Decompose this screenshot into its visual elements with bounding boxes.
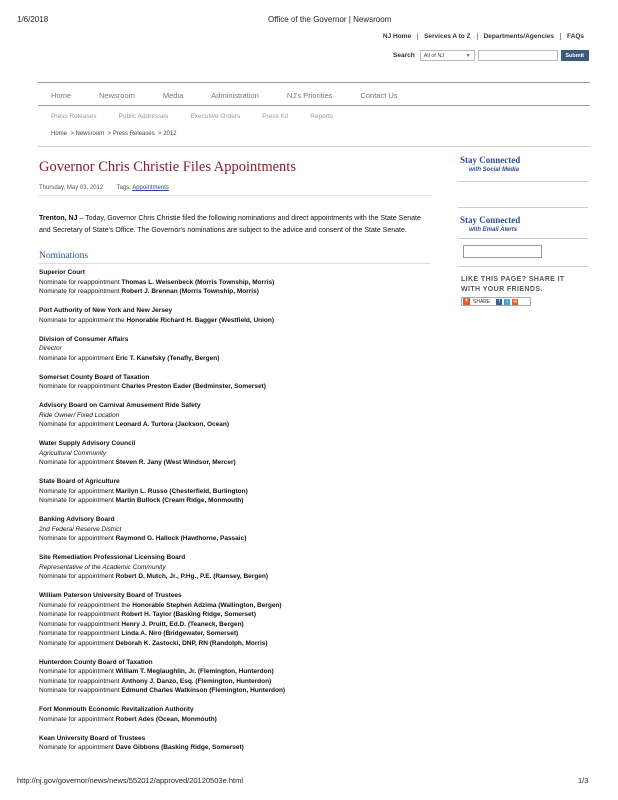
nominee-line bbox=[39, 278, 429, 288]
board-title: Advisory Board on Carnival Amusement Ride Safety bbox=[39, 402, 201, 409]
nav-media[interactable]: Media bbox=[162, 91, 184, 100]
nominee-name: Martin Bullock (Cream Ridge, Monmouth) bbox=[115, 497, 244, 504]
nominee-name: Edmund Charles Watkinson (Flemington, Hunterdon) bbox=[121, 687, 286, 694]
top-link[interactable]: Services A to Z bbox=[417, 33, 476, 40]
nominee-line bbox=[39, 287, 429, 297]
plus-icon: + bbox=[464, 298, 469, 304]
board-title: Banking Advisory Board bbox=[39, 516, 115, 523]
divider bbox=[458, 207, 588, 208]
nominee-action: Nominate for appointment bbox=[39, 573, 116, 580]
search-submit-button[interactable]: Submit bbox=[561, 50, 589, 61]
nominee-action: Nominate for reappointment bbox=[39, 278, 122, 286]
board-subtitle: Director bbox=[39, 345, 62, 352]
nominee-name: Marilyn L. Russo (Chesterfield, Burlington) bbox=[115, 487, 248, 495]
nominee-action: Nominate for reappointment bbox=[39, 288, 122, 295]
nominee-action: Nominate for appointment bbox=[39, 744, 116, 751]
nominee-name: Anthony J. Danzo, Esq. (Flemington, Hunterdon) bbox=[121, 677, 272, 685]
tags-label: Tags: bbox=[116, 185, 131, 191]
subnav-press-releases[interactable]: Press Releases bbox=[51, 113, 97, 120]
nominee-action: Nominate for reappointment bbox=[39, 611, 122, 618]
nominee-name: Robert J. Brennan (Morris Township, Morris) bbox=[121, 288, 259, 295]
board-title: Hunterdon County Board of Taxation bbox=[39, 658, 153, 666]
nominee-line bbox=[39, 667, 429, 677]
nominee-name: Charles Preston Eader (Bedminster, Somerset) bbox=[121, 383, 266, 390]
search-input[interactable] bbox=[478, 50, 558, 61]
nav-contact[interactable]: Contact Us bbox=[360, 91, 398, 100]
nomination-group bbox=[39, 658, 429, 696]
nominee-name: Henry J. Pruitt, Ed.D. (Teaneck, Bergen) bbox=[121, 620, 244, 628]
nomination-group bbox=[39, 705, 429, 724]
nominee-name: Leonard A. Turtora (Jackson, Ocean) bbox=[115, 421, 230, 428]
chevron-down-icon: ▼ bbox=[465, 52, 471, 59]
divider bbox=[38, 82, 590, 83]
divider bbox=[39, 195, 432, 196]
nominee-action: Nominate for appointment bbox=[39, 354, 116, 362]
board-title: Fort Monmouth Economic Revitalization Authority bbox=[39, 706, 194, 713]
nominee-name: Robert Ades (Ocean, Monmouth) bbox=[115, 715, 217, 723]
share-label: SHARE bbox=[473, 298, 491, 305]
nominee-name: Linda A. Niro (Bridgewater, Somerset) bbox=[121, 630, 239, 637]
nomination-group bbox=[39, 306, 429, 325]
nominee-name: Thomas L. Weisenbeck (Morris Township, Morris) bbox=[121, 278, 275, 286]
board-title: Superior Court bbox=[39, 269, 85, 276]
nominee-action: Nominate for appointment bbox=[39, 535, 116, 542]
nominee-action: Nominate for reappointment bbox=[39, 687, 122, 694]
divider bbox=[458, 238, 588, 239]
page-title: Governor Chris Christie Files Appointments bbox=[39, 159, 296, 175]
search-bar bbox=[393, 50, 589, 61]
nomination-group bbox=[39, 439, 429, 468]
tag-link[interactable]: Appointments bbox=[132, 185, 169, 191]
nominee-action: Nominate for reappointment bbox=[39, 620, 122, 628]
nominee-name: Raymond G. Hallock (Hawthorne, Passaic) bbox=[115, 535, 247, 542]
nominee-action: Nominate for reappointment bbox=[39, 383, 122, 390]
facebook-icon: f bbox=[496, 299, 502, 305]
subnav-press-kit[interactable]: Press Kit bbox=[262, 113, 289, 120]
divider bbox=[38, 146, 590, 147]
board-title: Somerset County Board of Taxation bbox=[39, 373, 150, 381]
nominee-action: Nominate for appointment bbox=[39, 421, 116, 428]
nominee-action: Nominate for reappointment the bbox=[39, 601, 133, 609]
social-subtitle: with Social Media bbox=[469, 167, 520, 173]
subnav-public-addresses[interactable]: Public Addresses bbox=[118, 113, 169, 120]
board-title: Water Supply Advisory Council bbox=[39, 440, 136, 447]
top-link[interactable]: NJ Home bbox=[382, 33, 412, 40]
nominee-line bbox=[39, 677, 429, 687]
nominations-list bbox=[39, 268, 429, 762]
nominee-line bbox=[39, 316, 429, 326]
nominee-line bbox=[39, 487, 429, 497]
nomination-group bbox=[39, 335, 429, 364]
board-subtitle: Representative of the Academic Community bbox=[39, 563, 166, 571]
nominee-action: Nominate for appointment bbox=[39, 715, 116, 723]
intro-dateline: Trenton, NJ bbox=[39, 215, 78, 222]
nominee-name: Dave Gibbons (Basking Ridge, Somerset) bbox=[115, 744, 244, 751]
nominee-action: Nominate for reappointment bbox=[39, 677, 122, 685]
social-title: Stay Connected bbox=[460, 155, 521, 165]
nomination-group bbox=[39, 734, 429, 753]
nominee-action: Nominate for appointment bbox=[39, 668, 116, 675]
nominee-line bbox=[39, 382, 429, 392]
nominee-action: Nominate for appointment bbox=[39, 639, 116, 647]
article-date: Thursday, May 03, 2012 bbox=[39, 185, 104, 191]
nomination-group bbox=[39, 268, 429, 297]
share-prompt: LIKE THIS PAGE? SHARE IT WITH YOUR FRIENDS. bbox=[461, 276, 565, 293]
board-subtitle: 2nd Federal Reserve District bbox=[39, 525, 122, 533]
nominee-line bbox=[39, 601, 429, 611]
nominee-name: Honorable Richard H. Bagger (Westfield, Union) bbox=[126, 316, 275, 324]
nominee-action: Nominate for appointment bbox=[39, 459, 116, 466]
main-nav bbox=[51, 91, 426, 100]
sub-nav bbox=[51, 113, 355, 120]
nav-newsroom[interactable]: Newsroom bbox=[99, 91, 135, 100]
board-title: Port Authority of New York and New Jersey bbox=[39, 307, 173, 314]
board-title: Division of Consumer Affairs bbox=[39, 335, 129, 343]
nominee-line bbox=[39, 496, 429, 506]
board-title: Kean University Board of Trustees bbox=[39, 734, 146, 742]
intro-text: – Today, Governor Chris Christie filed the following nominations and direct appointments with the State Senate and Secretary of State's Office. The Governor's nominations are subject to the advice and consent of the State Senate. bbox=[39, 215, 421, 234]
email-subtitle: with Email Alerts bbox=[469, 227, 518, 233]
breadcrumb[interactable]: Home > Newsroom > Press Releases > 2012 bbox=[51, 131, 177, 137]
nominee-line bbox=[39, 629, 429, 639]
share-button[interactable] bbox=[461, 297, 531, 306]
nomination-group bbox=[39, 373, 429, 392]
divider bbox=[39, 263, 431, 264]
divider bbox=[458, 266, 588, 267]
board-subtitle: Agricultural Community bbox=[39, 449, 107, 457]
nominee-name: Deborah K. Zastocki, DNP, RN (Randolph, Morris) bbox=[115, 639, 268, 647]
search-scope-value: All of NJ bbox=[423, 52, 445, 59]
nominee-line bbox=[39, 743, 429, 753]
nominee-action: Nominate for appointment bbox=[39, 487, 116, 495]
board-title: State Board of Agriculture bbox=[39, 478, 120, 485]
search-scope-select[interactable] bbox=[420, 50, 475, 61]
nominee-line bbox=[39, 686, 429, 696]
nominee-name: Robert H. Taylor (Basking Ridge, Somerset) bbox=[121, 611, 256, 618]
nominee-line bbox=[39, 639, 429, 649]
nominee-line bbox=[39, 354, 429, 364]
nominee-line bbox=[39, 610, 429, 620]
section-title: Nominations bbox=[39, 251, 89, 261]
print-date: 1/6/2018 bbox=[17, 15, 49, 24]
nominee-name: Eric T. Kanefsky (Tenafly, Bergen) bbox=[115, 354, 220, 362]
nominee-line bbox=[39, 420, 429, 430]
nomination-group bbox=[39, 401, 429, 430]
nominee-line bbox=[39, 715, 429, 725]
nomination-group bbox=[39, 553, 429, 582]
top-link[interactable]: FAQs bbox=[560, 33, 590, 40]
board-title: Site Remediation Professional Licensing Board bbox=[39, 554, 186, 561]
nav-home[interactable]: Home bbox=[51, 91, 72, 100]
nominee-name: Robert D. Mutch, Jr., P.Hg., P.E. (Ramsey, Bergen) bbox=[115, 573, 269, 580]
intro-paragraph bbox=[39, 213, 425, 236]
print-url: http://nj.gov/governor/news/news/552012/approved/20120503e.html bbox=[17, 776, 243, 785]
nav-administration[interactable]: Administration bbox=[211, 91, 259, 100]
nomination-group bbox=[39, 515, 429, 544]
divider bbox=[38, 105, 590, 106]
nominee-name: William T. Meglaughlin, Jr. (Flemington, Hunterdon) bbox=[115, 668, 274, 675]
board-title: William Paterson University Board of Trustees bbox=[39, 592, 182, 599]
email-input[interactable] bbox=[463, 245, 542, 258]
nominee-action: Nominate for appointment the bbox=[39, 316, 127, 324]
nominee-name: Honorable Stephen Adzima (Wallington, Bergen) bbox=[132, 601, 282, 609]
share-services bbox=[496, 299, 518, 305]
top-links bbox=[377, 33, 590, 40]
nominee-action: Nominate for reappointment bbox=[39, 630, 122, 637]
nominee-line bbox=[39, 572, 429, 582]
print-page: 1/3 bbox=[578, 776, 589, 785]
email-title: Stay Connected bbox=[460, 215, 521, 225]
email-icon: ✉ bbox=[513, 298, 518, 305]
nominee-line bbox=[39, 620, 429, 630]
divider bbox=[458, 181, 588, 182]
print-title: Office of the Governor | Newsroom bbox=[268, 15, 392, 24]
twitter-icon: t bbox=[504, 299, 510, 305]
nominee-line bbox=[39, 458, 429, 468]
article-meta bbox=[39, 185, 169, 191]
nominee-line bbox=[39, 534, 429, 544]
subnav-reports[interactable]: Reports bbox=[310, 113, 334, 120]
nomination-group bbox=[39, 477, 429, 506]
search-label: Search bbox=[393, 52, 415, 59]
nav-priorities[interactable]: NJ's Priorities bbox=[286, 91, 333, 100]
nominee-name: Steven R. Jany (West Windsor, Mercer) bbox=[115, 459, 236, 466]
nominee-action: Nominate for appointment bbox=[39, 497, 116, 504]
board-subtitle: Ride Owner/ Fixed Location bbox=[39, 411, 120, 419]
subnav-executive-orders[interactable]: Executive Orders bbox=[190, 113, 241, 120]
top-link[interactable]: Departments/Agencies bbox=[477, 33, 560, 40]
nomination-group bbox=[39, 591, 429, 648]
